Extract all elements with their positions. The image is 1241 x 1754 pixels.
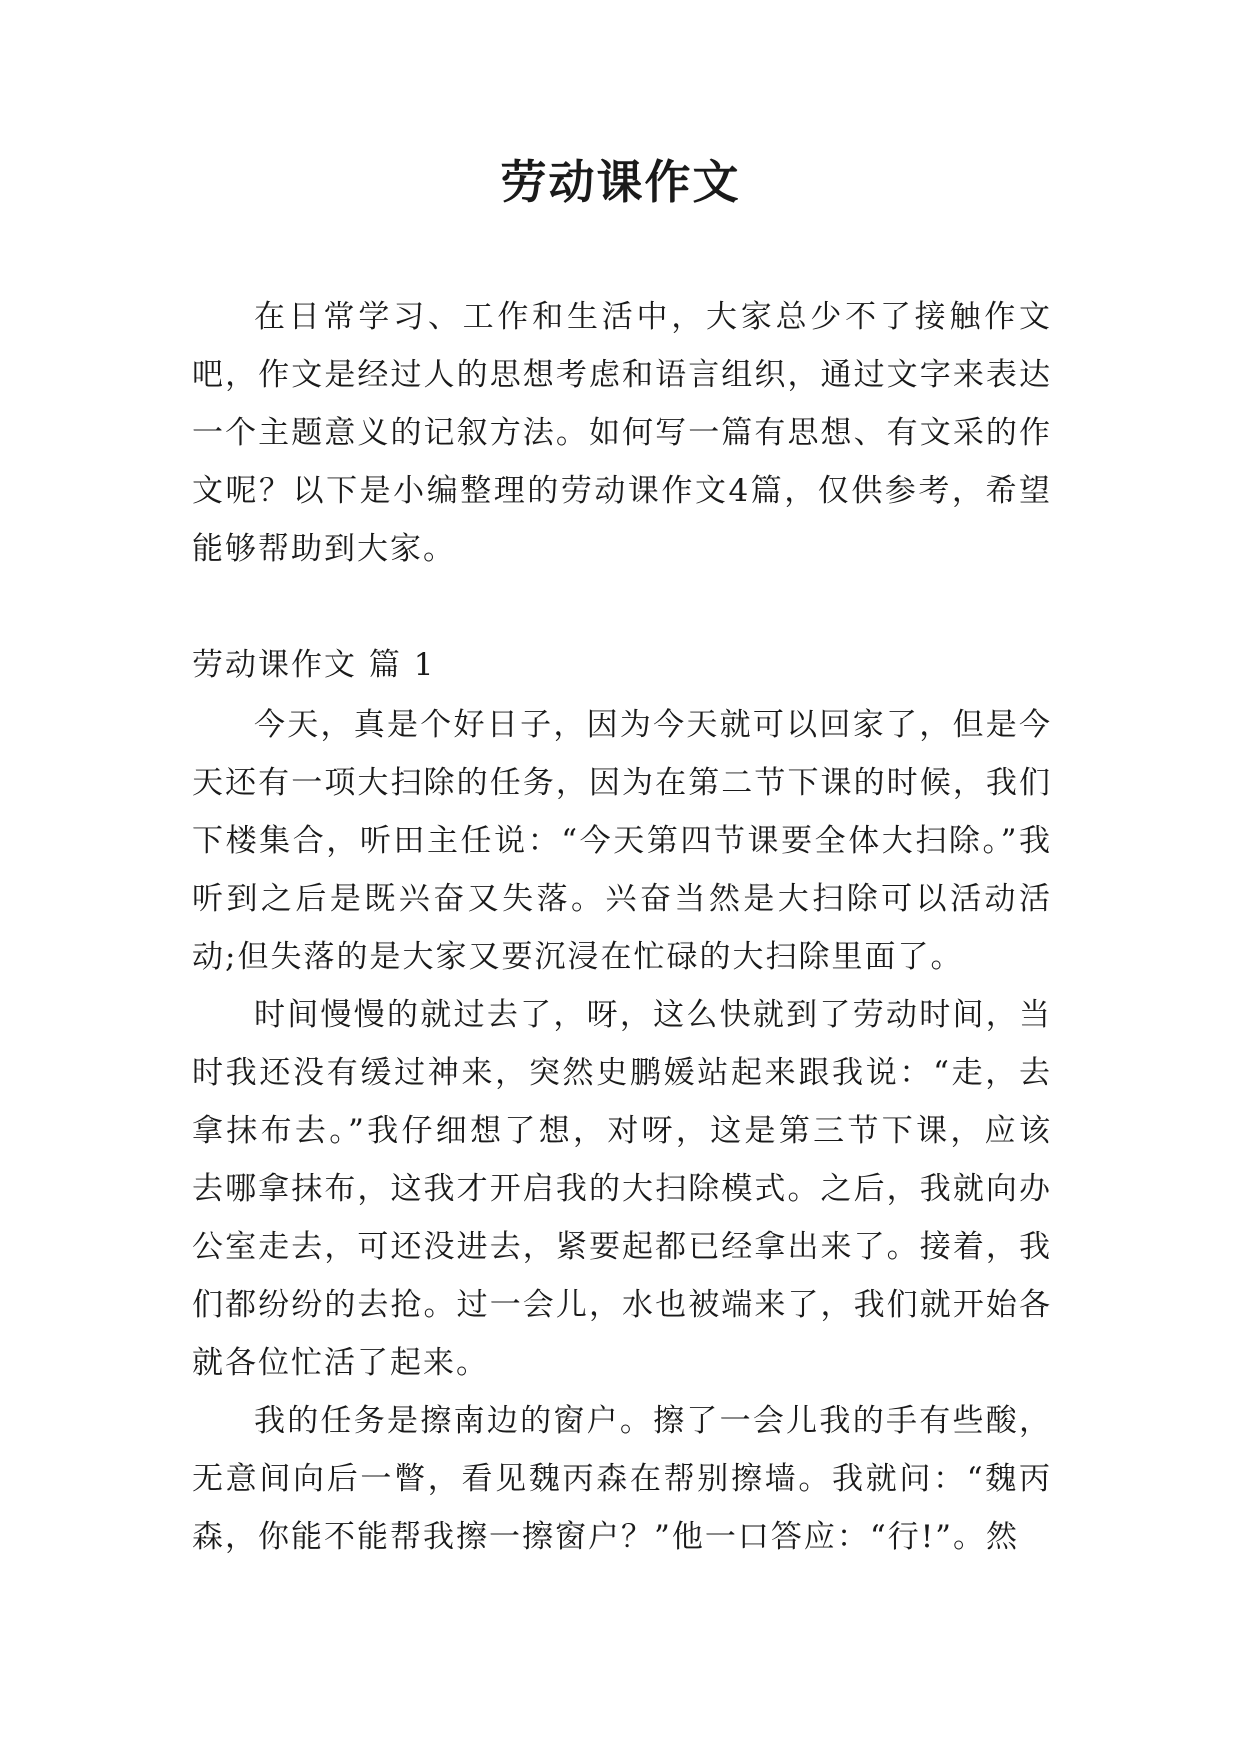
intro-paragraph: 在日常学习、工作和生活中，大家总少不了接触作文吧，作文是经过人的思想考虑和语言组织，通过文字来表达一个主题意义的记叙方法。如何写一篇有思想、有文采的作文呢？以下是小编整理的劳动课作文4篇，仅供参考，希望能够帮助到大家。: [192, 299, 1052, 567]
document-title: 劳动课作文: [500, 155, 741, 209]
intro-block: [192, 288, 1052, 578]
section-heading: 劳动课作文 篇 1: [192, 647, 436, 683]
essay-paragraph-3: 我的任务是擦南边的窗户。擦了一会儿我的手有些酸，无意间向后一瞥，看见魏丙森在帮别擦墙。我就问：“魏丙森，你能不能帮我擦一擦窗户？”他一口答应：“行!”。然: [192, 1403, 1052, 1555]
essay-paragraph-2: 时间慢慢的就过去了，呀，这么快就到了劳动时间，当时我还没有缓过神来，突然史鹏媛站起来跟我说：“走，去拿抹布去。”我仔细想了想，对呀，这是第三节下课，应该去哪拿抹布，这我才开启我的大扫除模式。之后，我就向办公室走去，可还没进去，紧要起都已经拿出来了。接着，我们都纷纷的去抢。过一会儿，水也被端来了，我们就开始各就各位忙活了起来。: [192, 997, 1052, 1381]
essay-paragraph-1: 今天，真是个好日子，因为今天就可以回家了，但是今天还有一项大扫除的任务，因为在第二节下课的时候，我们下楼集合，听田主任说：“今天第四节课要全体大扫除。”我听到之后是既兴奋又失落。兴奋当然是大扫除可以活动活动;但失落的是大家又要沉浸在忙碌的大扫除里面了。: [192, 707, 1052, 975]
essay-section-1: [192, 636, 1052, 1566]
